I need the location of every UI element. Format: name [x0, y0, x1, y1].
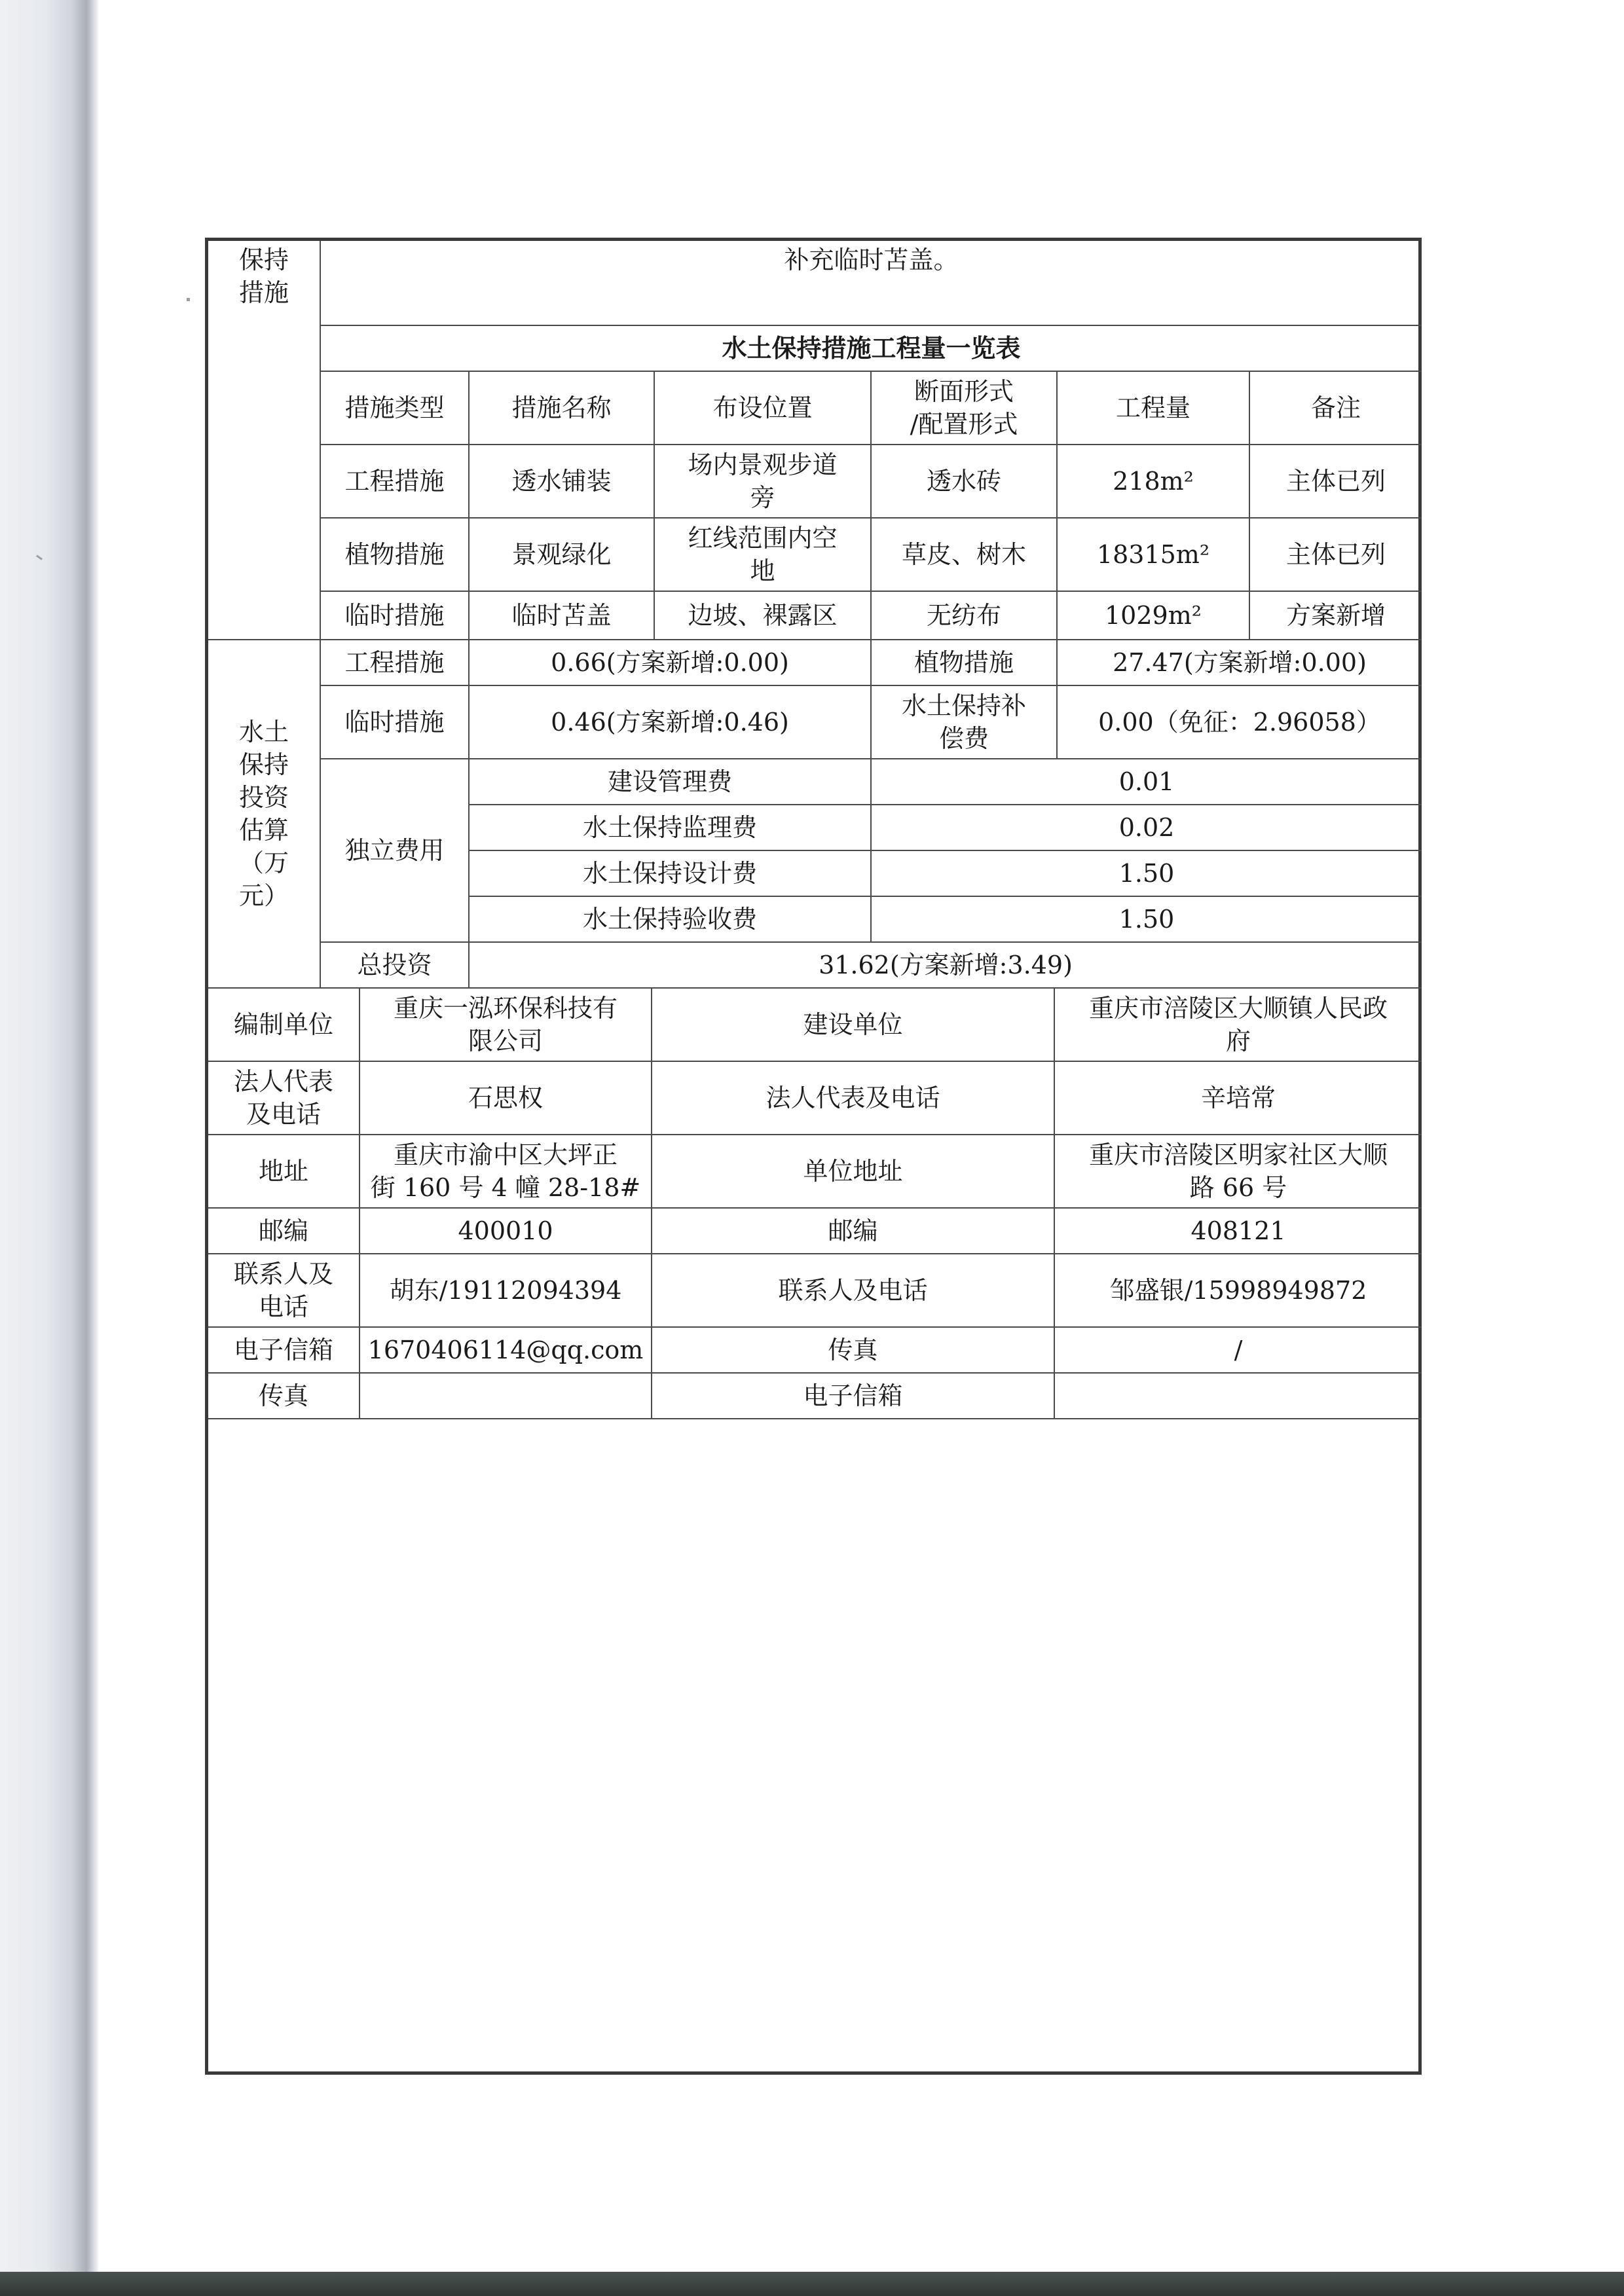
- independent-fees-label: 独立费用: [321, 759, 470, 943]
- independent-fee-value: 1.50: [872, 897, 1422, 943]
- total-investment-value: 31.62(方案新增:3.49): [470, 943, 1422, 989]
- header-section-form: 断面形式 /配置形式: [872, 372, 1058, 445]
- builder-address-value: 重庆市涪陵区明家社区大顺 路 66 号: [1055, 1135, 1422, 1209]
- plant-measures-label: 植物措施: [872, 640, 1058, 686]
- independent-fee-value: 0.01: [872, 759, 1422, 805]
- compiler-label: 编制单位: [208, 989, 360, 1062]
- total-investment-label: 总投资: [321, 943, 470, 989]
- email-label: 电子信箱: [208, 1328, 360, 1374]
- table-cell: 方案新增: [1250, 592, 1422, 640]
- table-cell: 主体已列: [1250, 445, 1422, 519]
- header-measure-type: 措施类型: [321, 372, 470, 445]
- builder-contact-value: 邹盛银/15998949872: [1055, 1254, 1422, 1328]
- header-location: 布设位置: [655, 372, 872, 445]
- blank-remainder: [208, 1419, 1418, 2071]
- table-cell: 植物措施: [321, 519, 470, 592]
- independent-fee-name: 水土保持设计费: [470, 851, 872, 897]
- builder-fax-value: /: [1055, 1328, 1422, 1374]
- table-cell: 1029m²: [1058, 592, 1250, 640]
- plant-measures-value: 27.47(方案新增:0.00): [1058, 640, 1422, 686]
- independent-fee-name: 水土保持监理费: [470, 805, 872, 851]
- compensation-fee-label: 水土保持补 偿费: [872, 686, 1058, 759]
- email-value: 1670406114@qq.com: [360, 1328, 652, 1374]
- builder-fax-label: 传真: [652, 1328, 1055, 1374]
- table-cell: 透水砖: [872, 445, 1058, 519]
- table-cell: 18315m²: [1058, 519, 1250, 592]
- fax-value: [360, 1374, 652, 1419]
- scanner-bottom-edge: [0, 2272, 1624, 2296]
- table-cell: 无纺布: [872, 592, 1058, 640]
- builder-address-label: 单位地址: [652, 1135, 1055, 1209]
- table-cell: 218m²: [1058, 445, 1250, 519]
- table-cell: 草皮、树木: [872, 519, 1058, 592]
- independent-fee-name: 水土保持验收费: [470, 897, 872, 943]
- soil-water-conservation-form: [205, 238, 1422, 2075]
- header-remarks: 备注: [1250, 372, 1422, 445]
- section-label-measures: 保持 措施: [208, 241, 321, 640]
- builder-email-value: [1055, 1374, 1422, 1419]
- fax-label: 传真: [208, 1374, 360, 1419]
- table-cell: 场内景观步道 旁: [655, 445, 872, 519]
- legal-rep-value: 石思权: [360, 1062, 652, 1135]
- book-binding-shadow: [0, 0, 98, 2296]
- contact-label: 联系人及 电话: [208, 1254, 360, 1328]
- postcode-label: 邮编: [208, 1209, 360, 1254]
- temporary-measures-label: 临时措施: [321, 686, 470, 759]
- independent-fee-name: 建设管理费: [470, 759, 872, 805]
- compiler-value: 重庆一泓环保科技有 限公司: [360, 989, 652, 1062]
- builder-email-label: 电子信箱: [652, 1374, 1055, 1419]
- temporary-measures-value: 0.46(方案新增:0.46): [470, 686, 872, 759]
- contact-value: 胡东/19112094394: [360, 1254, 652, 1328]
- builder-legal-rep-value: 辛培常: [1055, 1062, 1422, 1135]
- header-measure-name: 措施名称: [470, 372, 655, 445]
- table-cell: 临时措施: [321, 592, 470, 640]
- address-value: 重庆市渝中区大坪正 街 160 号 4 幢 28-18#: [360, 1135, 652, 1209]
- table-cell: 透水铺装: [470, 445, 655, 519]
- table-cell: 红线范围内空 地: [655, 519, 872, 592]
- engineering-measures-label: 工程措施: [321, 640, 470, 686]
- measures-table-title: 水土保持措施工程量一览表: [321, 326, 1422, 372]
- scan-speck: [187, 298, 190, 301]
- builder-label: 建设单位: [652, 989, 1055, 1062]
- header-quantity: 工程量: [1058, 372, 1250, 445]
- compensation-fee-value: 0.00（免征：2.96058）: [1058, 686, 1422, 759]
- postcode-value: 400010: [360, 1209, 652, 1254]
- table-cell: 边坡、裸露区: [655, 592, 872, 640]
- builder-legal-rep-label: 法人代表及电话: [652, 1062, 1055, 1135]
- builder-postcode-label: 邮编: [652, 1209, 1055, 1254]
- builder-contact-label: 联系人及电话: [652, 1254, 1055, 1328]
- independent-fee-value: 0.02: [872, 805, 1422, 851]
- table-cell: 主体已列: [1250, 519, 1422, 592]
- table-cell: 景观绿化: [470, 519, 655, 592]
- address-label: 地址: [208, 1135, 360, 1209]
- engineering-measures-value: 0.66(方案新增:0.00): [470, 640, 872, 686]
- table-cell: 工程措施: [321, 445, 470, 519]
- table-cell: 临时苫盖: [470, 592, 655, 640]
- independent-fee-value: 1.50: [872, 851, 1422, 897]
- temp-cover-text: 补充临时苫盖。: [321, 241, 1422, 326]
- legal-rep-label: 法人代表 及电话: [208, 1062, 360, 1135]
- section-label-investment: 水土 保持 投资 估算 （万 元）: [208, 640, 321, 989]
- builder-value: 重庆市涪陵区大顺镇人民政 府: [1055, 989, 1422, 1062]
- builder-postcode-value: 408121: [1055, 1209, 1422, 1254]
